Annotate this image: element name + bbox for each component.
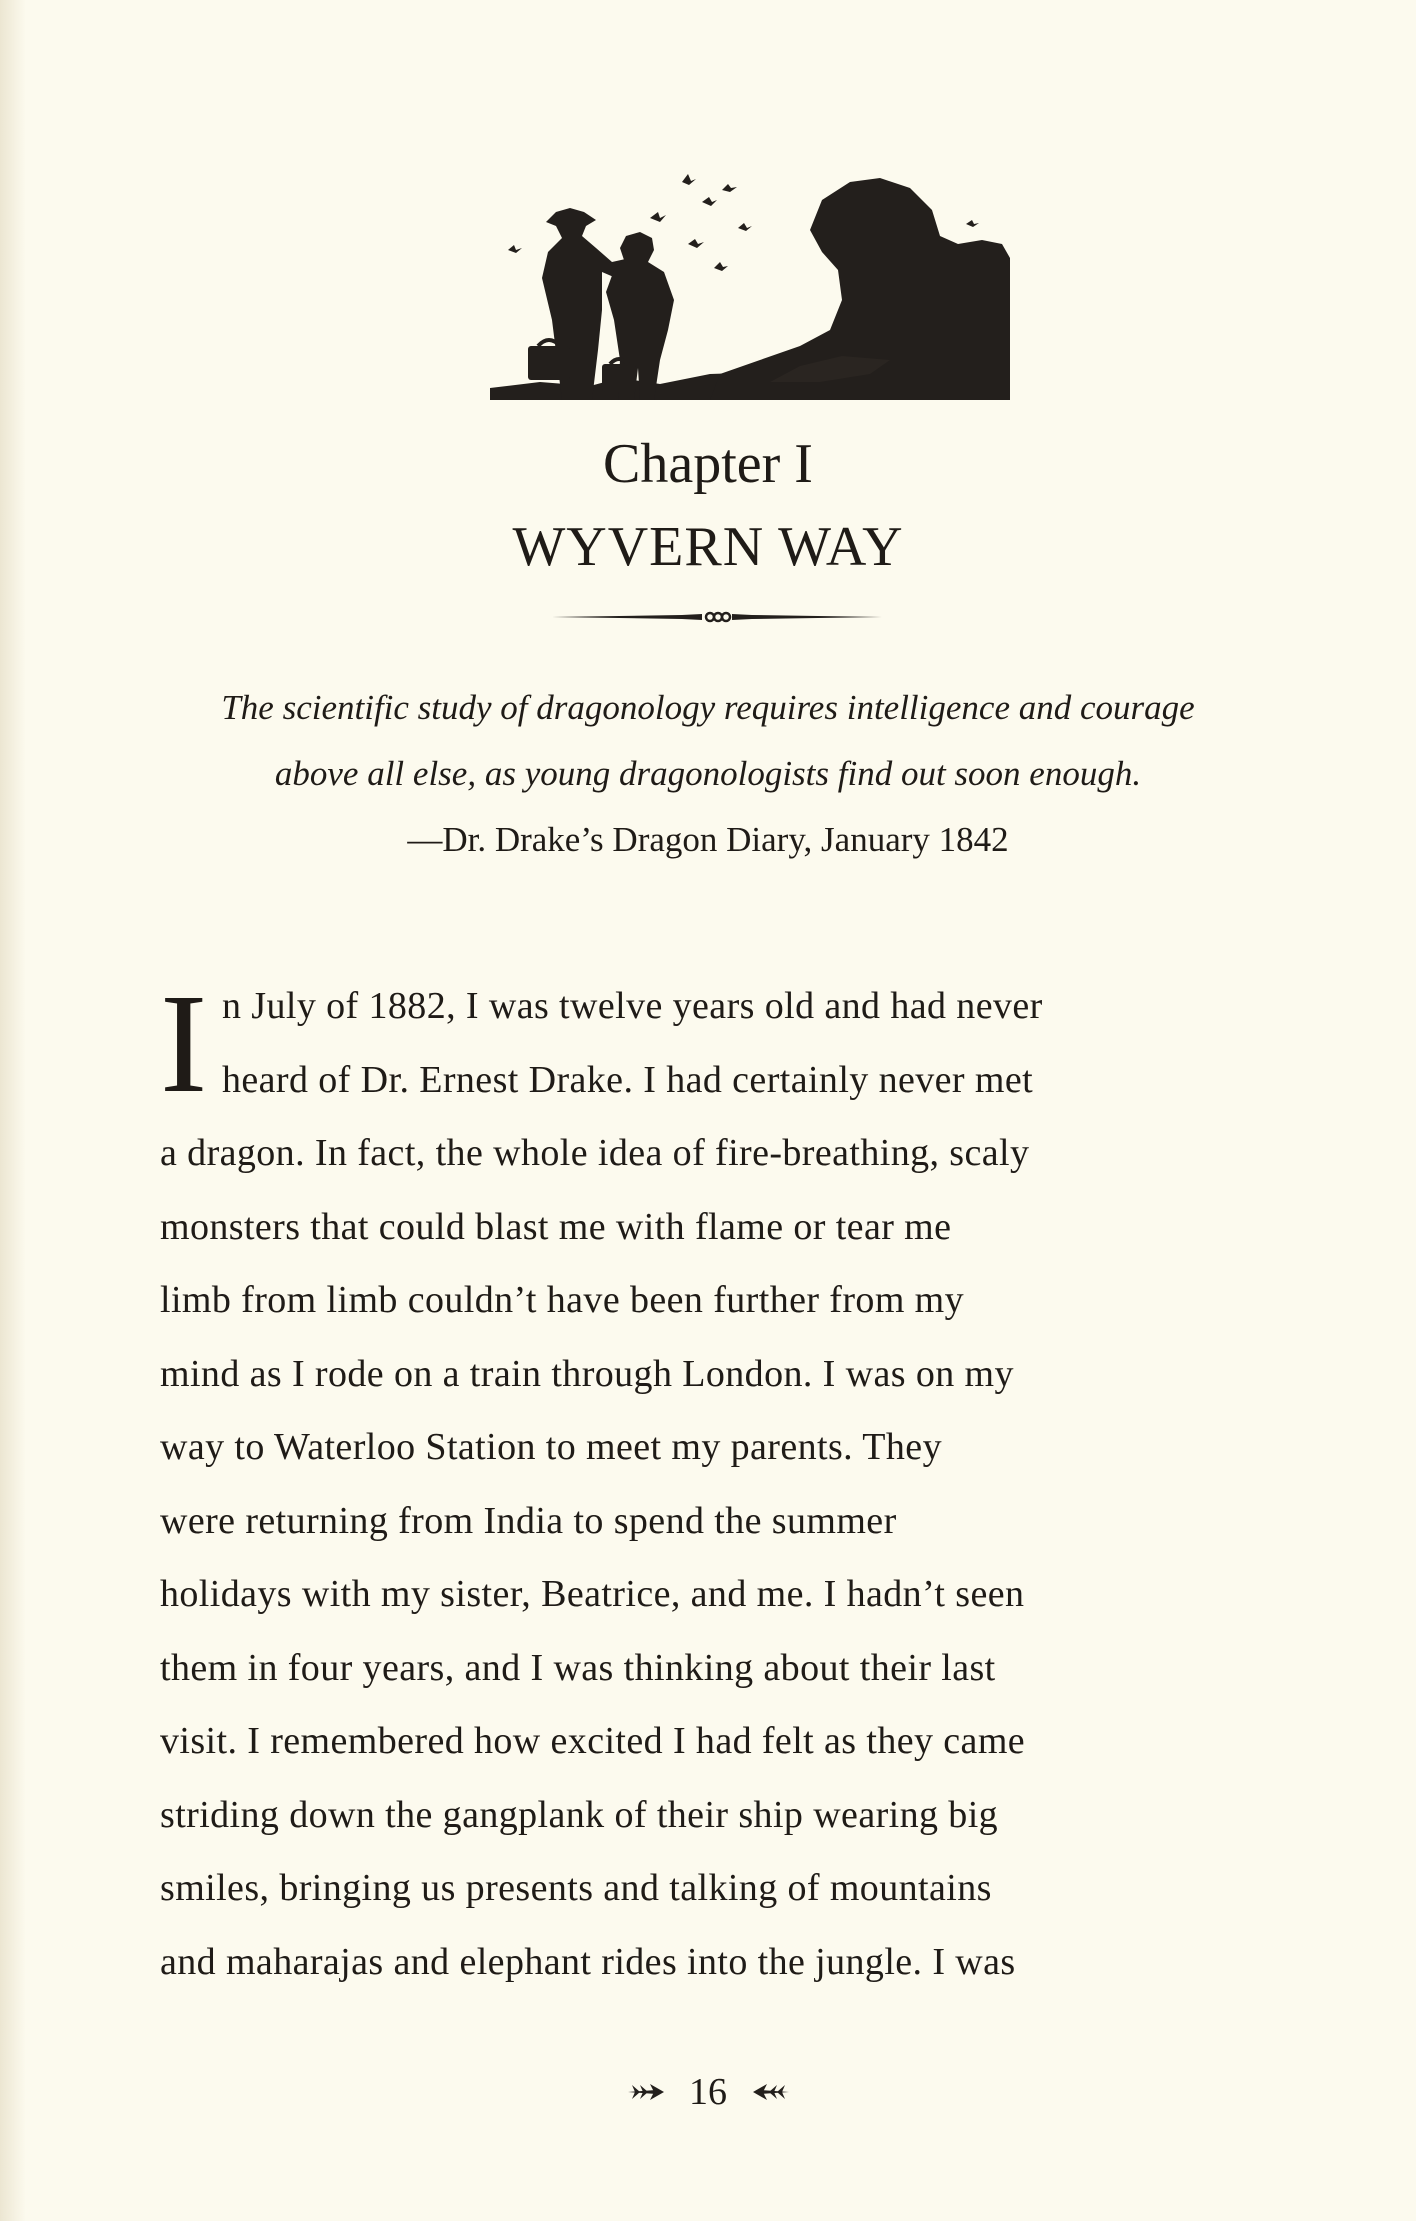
text-line: visit. I remembered how excited I had felt as they came <box>160 1720 1026 1762</box>
body-text <box>160 970 1270 1999</box>
chapter-number: Chapter I <box>603 433 813 495</box>
text-line: a dragon. In fact, the whole idea of fire-breathing, scaly <box>160 1132 1030 1174</box>
epigraph-line: The scientific study of dragonology requires intelligence and courage <box>221 688 1195 727</box>
chapter-divider-ornament-icon <box>552 604 882 630</box>
text-line: and maharajas and elephant rides into the jungle. I was <box>160 1940 1016 1983</box>
text-line: way to Waterloo Station to meet my parents. They <box>160 1426 942 1468</box>
text-line: them in four years, and I was thinking about their last <box>160 1646 996 1689</box>
explorers-silhouette-icon <box>470 160 1010 400</box>
arrow-left-ornament-icon <box>751 2082 791 2102</box>
drop-cap: I <box>160 978 208 1110</box>
page-footer <box>0 2064 1416 2117</box>
page-number: 16 <box>689 2071 727 2114</box>
epigraph <box>120 675 1296 873</box>
page-gutter-shade <box>0 0 26 2221</box>
arrow-right-ornament-icon <box>626 2082 666 2102</box>
text-line: were returning from India to spend the summer <box>160 1499 897 1542</box>
epigraph-attribution: —Dr. Drake’s Dragon Diary, January 1842 <box>407 820 1009 859</box>
epigraph-line: above all else, as young dragonologists find out soon enough. <box>274 754 1142 793</box>
text-line: holidays with my sister, Beatrice, and me. I hadn’t seen <box>160 1573 1025 1615</box>
chapter-title: WYVERN WAY <box>512 516 904 578</box>
text-line: heard of Dr. Ernest Drake. I had certainly never met <box>222 1058 1034 1101</box>
text-line: smiles, bringing us presents and talking of mountains <box>160 1867 992 1909</box>
text-line: n July of 1882, I was twelve years old and had never <box>222 985 1043 1027</box>
text-line: limb from limb couldn’t have been further from my <box>160 1279 965 1321</box>
text-line: mind as I rode on a train through London. I was on my <box>160 1352 1014 1395</box>
text-line: monsters that could blast me with flame or tear me <box>160 1205 952 1248</box>
text-line: striding down the gangplank of their ship wearing big <box>160 1793 999 1836</box>
